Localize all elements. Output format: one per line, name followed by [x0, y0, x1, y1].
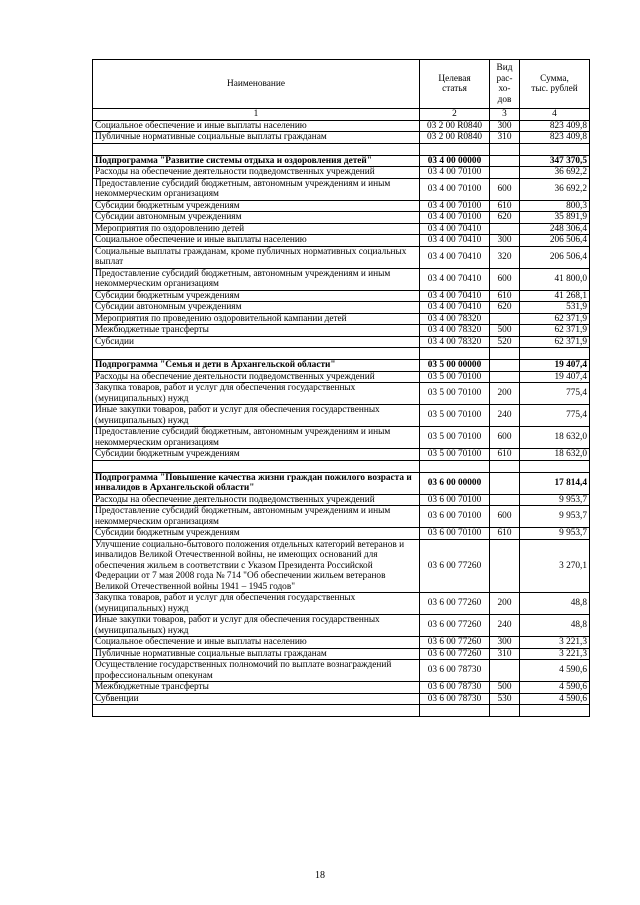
header-target — [420, 60, 490, 109]
subprogram-row — [93, 360, 590, 372]
table-body — [93, 120, 590, 717]
row-amount: 18 632,0 — [520, 427, 590, 449]
header-vr-line: дов — [497, 94, 512, 105]
blank-cell — [420, 705, 490, 717]
row-target-code: 03 2 00 R0840 — [420, 120, 490, 132]
row-expense-type: 500 — [490, 325, 520, 337]
table-row — [93, 371, 590, 383]
row-amount: 9 953,7 — [520, 494, 590, 506]
row-expense-type — [490, 155, 520, 167]
blank-row — [93, 348, 590, 360]
row-name: Иные закупки товаров, работ и услуг для обеспечения государственных (муниципальных) нужд — [93, 615, 420, 637]
table-row — [93, 449, 590, 461]
row-amount: 4 590,6 — [520, 682, 590, 694]
row-name: Расходы на обеспечение деятельности подведомственных учреждений — [93, 494, 420, 506]
table-row — [93, 693, 590, 705]
row-name: Подпрограмма "Развитие системы отдыха и оздоровления детей" — [93, 155, 420, 167]
table-header-row — [93, 60, 590, 109]
row-expense-type: 240 — [490, 615, 520, 637]
row-expense-type: 310 — [490, 648, 520, 660]
table-row — [93, 506, 590, 528]
row-target-code: 03 4 00 70410 — [420, 268, 490, 290]
header-target-text: Целевая статья — [438, 73, 471, 94]
row-name: Социальное обеспечение и иные выплаты населению — [93, 120, 420, 132]
row-amount: 4 590,6 — [520, 660, 590, 682]
row-expense-type — [490, 313, 520, 325]
blank-cell — [520, 143, 590, 155]
row-expense-type: 240 — [490, 405, 520, 427]
row-expense-type: 610 — [490, 449, 520, 461]
row-expense-type: 300 — [490, 235, 520, 247]
row-amount: 531,9 — [520, 302, 590, 314]
row-target-code: 03 6 00 70100 — [420, 528, 490, 540]
row-expense-type: 620 — [490, 212, 520, 224]
row-amount: 823 409,8 — [520, 120, 590, 132]
blank-row — [93, 460, 590, 472]
row-amount: 9 953,7 — [520, 506, 590, 528]
row-expense-type: 500 — [490, 682, 520, 694]
row-name: Межбюджетные трансферты — [93, 682, 420, 694]
row-name: Расходы на обеспечение деятельности подведомственных учреждений — [93, 371, 420, 383]
row-target-code: 03 5 00 70100 — [420, 383, 490, 405]
row-name: Межбюджетные трансферты — [93, 325, 420, 337]
row-name: Мероприятия по оздоровлению детей — [93, 223, 420, 235]
row-target-code: 03 5 00 70100 — [420, 449, 490, 461]
row-amount: 41 800,0 — [520, 268, 590, 290]
row-expense-type: 520 — [490, 336, 520, 348]
row-amount: 62 371,9 — [520, 336, 590, 348]
row-name: Социальные выплаты гражданам, кроме публичных нормативных социальных выплат — [93, 246, 420, 268]
row-amount: 3 221,3 — [520, 648, 590, 660]
row-amount: 3 270,1 — [520, 539, 590, 593]
row-name: Предоставление субсидий бюджетным, автономным учреждениям и иным некоммерческим организациям — [93, 268, 420, 290]
row-expense-type: 600 — [490, 268, 520, 290]
row-expense-type — [490, 472, 520, 494]
row-expense-type: 620 — [490, 302, 520, 314]
header-sum-line: тыс. рублей — [531, 84, 578, 94]
row-name: Субсидии автономным учреждениям — [93, 302, 420, 314]
blank-cell — [490, 143, 520, 155]
header-sum — [520, 60, 590, 109]
column-number: 1 — [93, 109, 420, 121]
table-row — [93, 325, 590, 337]
page-number: 18 — [315, 870, 325, 881]
row-target-code: 03 6 00 77260 — [420, 593, 490, 615]
blank-cell — [93, 348, 420, 360]
row-target-code: 03 5 00 00000 — [420, 360, 490, 372]
blank-cell — [520, 348, 590, 360]
table-row — [93, 290, 590, 302]
row-expense-type: 530 — [490, 693, 520, 705]
row-name: Субвенции — [93, 693, 420, 705]
table-row — [93, 246, 590, 268]
row-target-code: 03 6 00 78730 — [420, 660, 490, 682]
row-amount: 48,8 — [520, 593, 590, 615]
blank-row — [93, 143, 590, 155]
row-expense-type — [490, 360, 520, 372]
row-expense-type — [490, 494, 520, 506]
row-name: Предоставление субсидий бюджетным, автономным учреждениям и иным некоммерческим организациям — [93, 506, 420, 528]
budget-table — [92, 59, 590, 717]
row-name: Субсидии — [93, 336, 420, 348]
row-name: Предоставление субсидий бюджетным, автономным учреждениям и иным некоммерческим организациям — [93, 178, 420, 200]
row-target-code: 03 5 00 70100 — [420, 371, 490, 383]
blank-cell — [490, 348, 520, 360]
table-row — [93, 405, 590, 427]
row-target-code: 03 5 00 70100 — [420, 427, 490, 449]
row-amount: 35 891,9 — [520, 212, 590, 224]
blank-row — [93, 705, 590, 717]
row-expense-type — [490, 167, 520, 179]
table-row — [93, 383, 590, 405]
row-target-code: 03 4 00 70100 — [420, 178, 490, 200]
subprogram-row — [93, 472, 590, 494]
blank-cell — [420, 460, 490, 472]
row-name: Улучшение социально-бытового положения отдельных категорий ветеранов и инвалидов Великой Отечественной войны, не имеющих оснований для обеспечения жильем в соответствии с Указом Президента Российской Федерации от 7 мая 2008 года № 714 "Об обеспечении жильем ветеранов Великой Отечественной войны 1941 – 1945 годов" — [93, 539, 420, 593]
row-name: Иные закупки товаров, работ и услуг для обеспечения государственных (муниципальных) нужд — [93, 405, 420, 427]
blank-cell — [520, 705, 590, 717]
table-row — [93, 539, 590, 593]
row-target-code: 03 2 00 R0840 — [420, 132, 490, 144]
row-expense-type: 600 — [490, 427, 520, 449]
row-name: Субсидии бюджетным учреждениям — [93, 449, 420, 461]
row-target-code: 03 6 00 77260 — [420, 637, 490, 649]
column-number: 2 — [420, 109, 490, 121]
table-row — [93, 648, 590, 660]
blank-cell — [93, 705, 420, 717]
row-amount: 775,4 — [520, 405, 590, 427]
table-row — [93, 336, 590, 348]
row-name: Субсидии бюджетным учреждениям — [93, 200, 420, 212]
row-amount: 36 692,2 — [520, 167, 590, 179]
row-target-code: 03 4 00 78320 — [420, 313, 490, 325]
header-vr-line: хо- — [498, 84, 511, 94]
row-target-code: 03 4 00 70410 — [420, 302, 490, 314]
row-amount: 19 407,4 — [520, 360, 590, 372]
row-target-code: 03 6 00 77260 — [420, 615, 490, 637]
row-name: Подпрограмма "Семья и дети в Архангельской области" — [93, 360, 420, 372]
row-amount: 62 371,9 — [520, 325, 590, 337]
row-target-code: 03 5 00 70100 — [420, 405, 490, 427]
row-name: Мероприятия по проведению оздоровительной кампании детей — [93, 313, 420, 325]
table-row — [93, 235, 590, 247]
table-row — [93, 593, 590, 615]
row-amount: 62 371,9 — [520, 313, 590, 325]
table-row — [93, 313, 590, 325]
row-target-code: 03 4 00 70410 — [420, 246, 490, 268]
row-expense-type: 610 — [490, 200, 520, 212]
row-expense-type — [490, 660, 520, 682]
row-amount: 4 590,6 — [520, 693, 590, 705]
row-name: Подпрограмма "Повышение качества жизни граждан пожилого возраста и инвалидов в Архангельской области" — [93, 472, 420, 494]
table-row — [93, 615, 590, 637]
table-row — [93, 427, 590, 449]
row-amount: 18 632,0 — [520, 449, 590, 461]
row-amount: 775,4 — [520, 383, 590, 405]
row-name: Субсидии бюджетным учреждениям — [93, 290, 420, 302]
blank-cell — [490, 705, 520, 717]
row-amount: 347 370,5 — [520, 155, 590, 167]
table-row — [93, 178, 590, 200]
table-row — [93, 637, 590, 649]
table-row — [93, 660, 590, 682]
row-target-code: 03 4 00 70410 — [420, 290, 490, 302]
table-row — [93, 200, 590, 212]
row-amount: 3 221,3 — [520, 637, 590, 649]
row-target-code: 03 6 00 70100 — [420, 494, 490, 506]
row-target-code: 03 4 00 70410 — [420, 235, 490, 247]
row-amount: 248 306,4 — [520, 223, 590, 235]
row-amount: 48,8 — [520, 615, 590, 637]
table-row — [93, 528, 590, 540]
row-amount: 19 407,4 — [520, 371, 590, 383]
row-name: Субсидии автономным учреждениям — [93, 212, 420, 224]
row-expense-type: 300 — [490, 120, 520, 132]
row-name: Закупка товаров, работ и услуг для обеспечения государственных (муниципальных) нужд — [93, 593, 420, 615]
column-number-row — [93, 109, 590, 121]
row-name: Публичные нормативные социальные выплаты гражданам — [93, 132, 420, 144]
table-row — [93, 212, 590, 224]
row-name: Социальное обеспечение и иные выплаты населению — [93, 637, 420, 649]
header-vr-line: рас- — [496, 73, 513, 84]
row-target-code: 03 4 00 70100 — [420, 212, 490, 224]
row-expense-type: 200 — [490, 593, 520, 615]
table-row — [93, 223, 590, 235]
header-sum-line: Сумма, — [540, 73, 569, 84]
row-name: Осуществление государственных полномочий по выплате вознаграждений профессиональным опекунам — [93, 660, 420, 682]
table-row — [93, 268, 590, 290]
column-number: 4 — [520, 109, 590, 121]
row-amount: 823 409,8 — [520, 132, 590, 144]
subprogram-row — [93, 155, 590, 167]
header-name: Наименование — [93, 60, 420, 109]
row-target-code: 03 4 00 00000 — [420, 155, 490, 167]
row-expense-type: 310 — [490, 132, 520, 144]
row-expense-type: 320 — [490, 246, 520, 268]
row-target-code: 03 4 00 70410 — [420, 223, 490, 235]
row-amount: 206 506,4 — [520, 235, 590, 247]
row-target-code: 03 6 00 70100 — [420, 506, 490, 528]
row-expense-type: 610 — [490, 528, 520, 540]
header-vr — [490, 60, 520, 109]
row-amount: 41 268,1 — [520, 290, 590, 302]
row-amount: 17 814,4 — [520, 472, 590, 494]
row-target-code: 03 6 00 78730 — [420, 682, 490, 694]
table-row — [93, 494, 590, 506]
row-target-code: 03 4 00 70100 — [420, 167, 490, 179]
table-row — [93, 682, 590, 694]
row-name: Закупка товаров, работ и услуг для обеспечения государственных (муниципальных) нужд — [93, 383, 420, 405]
blank-cell — [420, 143, 490, 155]
row-expense-type — [490, 371, 520, 383]
table-row — [93, 120, 590, 132]
table-row — [93, 132, 590, 144]
row-expense-type: 600 — [490, 178, 520, 200]
row-expense-type: 300 — [490, 637, 520, 649]
row-amount: 36 692,2 — [520, 178, 590, 200]
row-expense-type — [490, 539, 520, 593]
blank-cell — [93, 460, 420, 472]
blank-cell — [93, 143, 420, 155]
row-target-code: 03 6 00 78730 — [420, 693, 490, 705]
row-expense-type — [490, 223, 520, 235]
row-name: Субсидии бюджетным учреждениям — [93, 528, 420, 540]
row-target-code: 03 4 00 70100 — [420, 200, 490, 212]
header-vr-line: Вид — [496, 63, 513, 73]
row-expense-type: 610 — [490, 290, 520, 302]
row-target-code: 03 6 00 77260 — [420, 539, 490, 593]
row-amount: 800,3 — [520, 200, 590, 212]
table-row — [93, 167, 590, 179]
row-expense-type: 200 — [490, 383, 520, 405]
blank-cell — [490, 460, 520, 472]
blank-cell — [420, 348, 490, 360]
blank-cell — [520, 460, 590, 472]
row-target-code: 03 6 00 77260 — [420, 648, 490, 660]
row-name: Социальное обеспечение и иные выплаты населению — [93, 235, 420, 247]
column-number: 3 — [490, 109, 520, 121]
table-row — [93, 302, 590, 314]
row-name: Расходы на обеспечение деятельности подведомственных учреждений — [93, 167, 420, 179]
row-target-code: 03 6 00 00000 — [420, 472, 490, 494]
row-target-code: 03 4 00 78320 — [420, 336, 490, 348]
row-target-code: 03 4 00 78320 — [420, 325, 490, 337]
row-amount: 9 953,7 — [520, 528, 590, 540]
row-expense-type: 600 — [490, 506, 520, 528]
row-amount: 206 506,4 — [520, 246, 590, 268]
row-name: Публичные нормативные социальные выплаты гражданам — [93, 648, 420, 660]
row-name: Предоставление субсидий бюджетным, автономным учреждениям и иным некоммерческим организациям — [93, 427, 420, 449]
